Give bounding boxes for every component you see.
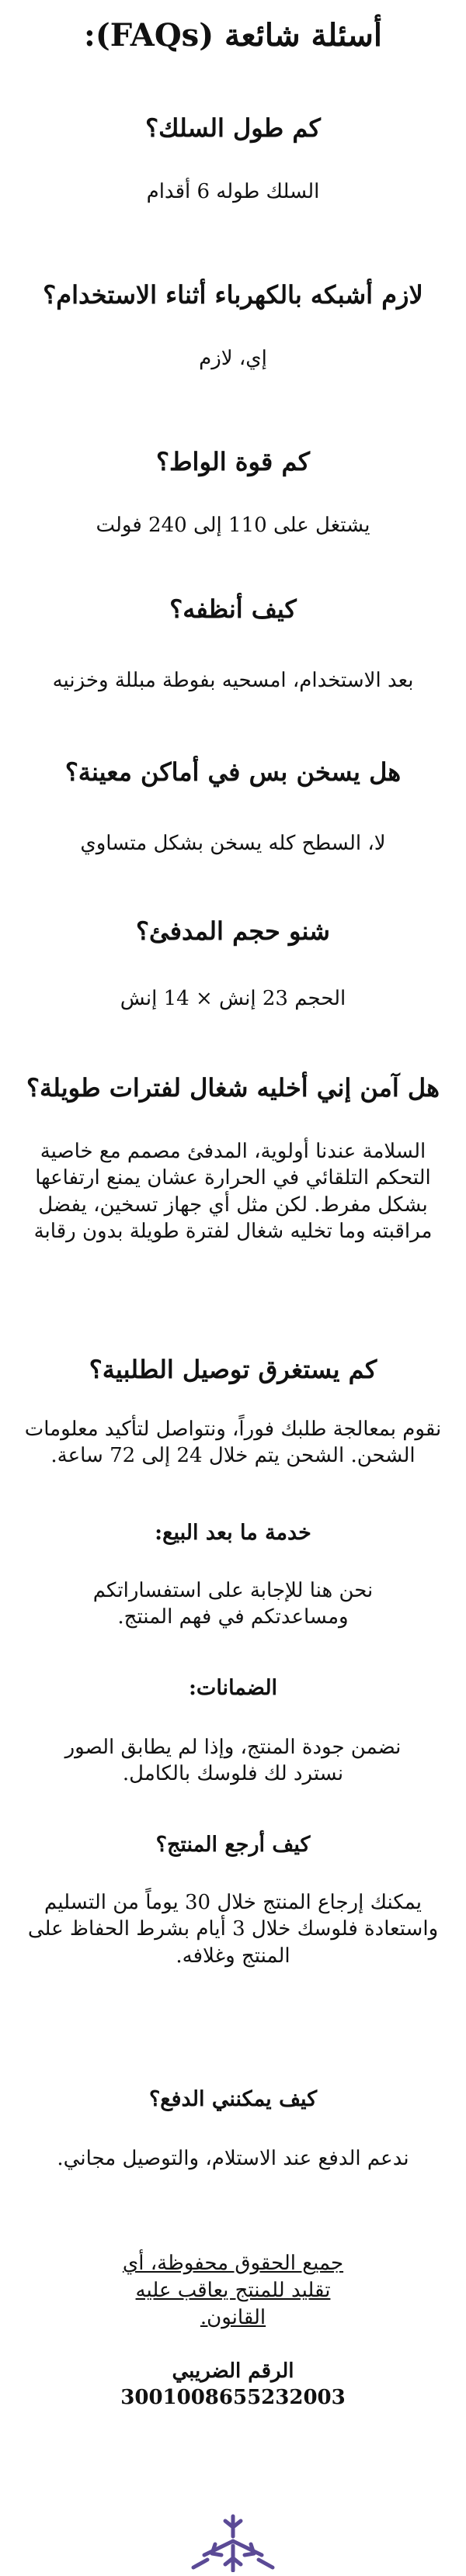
faq-item xyxy=(8,113,458,205)
faq-item xyxy=(8,279,458,372)
section-text: نحن هنا للإجابة على استفساراتكم ومساعدتكم في فهم المنتج. xyxy=(92,1579,374,1629)
section-text: ندعم الدفع عند الاستلام، والتوصيل مجاني. xyxy=(57,2147,409,2171)
faq-item xyxy=(8,1072,458,1245)
section-heading: كيف أرجع المنتج؟ xyxy=(155,1833,311,1857)
after-sales-section xyxy=(8,1519,458,1631)
faq-answer: السلامة عندنا أولوية، المدفئ مصمم مع خاصية التحكم التلقائي في الحرارة عشان يمنع ارتفاعها بشكل مفرط. لكن مثل أي جهاز تسخين، يفضل مراقبته وما تخليه شغال لفترة طويلة بدون رقابة xyxy=(33,1140,433,1243)
faq-question: كم قوة الواط؟ xyxy=(155,447,311,476)
faq-item xyxy=(8,1354,458,1470)
faq-question: لازم أشبكه بالكهرباء أثناء الاستخدام؟ xyxy=(43,280,423,310)
faq-answer: الحجم 23 إنش × 14 إنش xyxy=(120,987,346,1010)
faq-question: هل آمن إني أخليه شغال لفترات طويلة؟ xyxy=(26,1073,440,1103)
faq-answer: يشتغل على 110 إلى 240 فولت xyxy=(96,514,370,537)
payment-section xyxy=(8,2086,458,2172)
faq-item xyxy=(8,916,458,1012)
section-text: يمكنك إرجاع المنتج خلال 30 يوماً من التسليم واستعادة فلوسك خلال 3 أيام بشرط الحفاظ على المنتج وغلافه. xyxy=(27,1891,439,1968)
section-heading: كيف يمكنني الدفع؟ xyxy=(148,2087,318,2111)
faq-item xyxy=(8,446,458,538)
snowflake-logo-icon xyxy=(189,2510,277,2572)
faq-question: كم يستغرق توصيل الطلبية؟ xyxy=(89,1355,377,1384)
faq-item xyxy=(8,757,458,857)
faq-question: هل يسخن بس في أماكن معينة؟ xyxy=(64,757,402,787)
faq-question: كيف أنظفه؟ xyxy=(169,594,297,624)
faq-question: شنو حجم المدفئ؟ xyxy=(136,916,330,946)
tax-number-block xyxy=(0,2359,466,2412)
guarantees-section xyxy=(8,1674,458,1788)
page-title: أسئلة شائعة (FAQs): xyxy=(84,17,382,54)
copyright-notice: جميع الحقوق محفوظة، أي تقليد للمنتج يعاقب عليه القانون. xyxy=(122,2252,344,2330)
faq-answer: بعد الاستخدام، امسحيه بفوطة مبللة وخزنيه xyxy=(52,669,414,692)
tax-number-value: 3001008655232003 xyxy=(120,2385,346,2409)
faq-answer: إي، لازم xyxy=(199,347,267,370)
faq-answer: نقوم بمعالجة طلبك فوراً، ونتواصل لتأكيد معلومات الشحن. الشحن يتم خلال 24 إلى 72 ساعة. xyxy=(24,1418,442,1468)
section-text: نضمن جودة المنتج، وإذا لم يطابق الصور نسترد لك فلوسك بالكامل. xyxy=(64,1736,402,1786)
returns-section xyxy=(8,1831,458,1969)
faq-answer: لا، السطح كله يسخن بشكل متساوي xyxy=(80,832,386,855)
faq-item xyxy=(8,594,458,694)
section-heading: خدمة ما بعد البيع: xyxy=(155,1521,311,1545)
section-heading: الضمانات: xyxy=(188,1676,278,1700)
faq-answer: السلك طوله 6 أقدام xyxy=(146,180,320,203)
faq-question: كم طول السلك؟ xyxy=(145,113,321,143)
tax-number-label: الرقم الضريبي xyxy=(172,2360,294,2383)
